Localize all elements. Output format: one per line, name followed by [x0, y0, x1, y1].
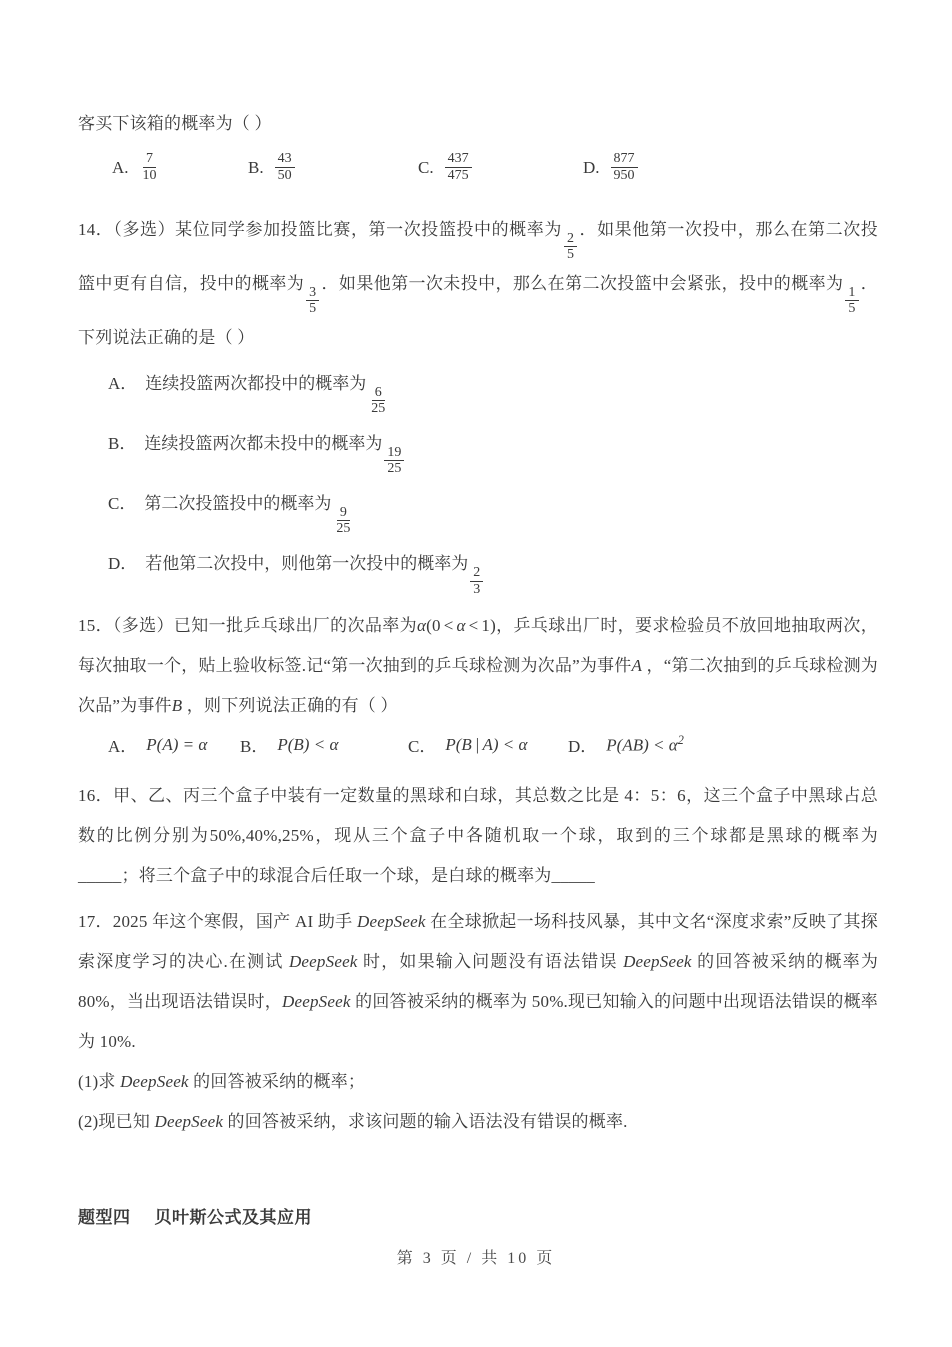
fraction-43-50: $\frac{43}{50}$: [275, 151, 295, 183]
option-label-d: D．: [568, 737, 598, 757]
option-text-c: 第二次投篮投中的概率为: [144, 494, 332, 514]
option-label-c: C．: [108, 494, 137, 514]
question-17-sub2: (2)现已知 DeepSeek 的回答被采纳，求该问题的输入语法没有错误的概率.: [78, 1112, 628, 1132]
question-15-stem: 15．（多选）已知一批乒乓球出厂的次品率为α(0 < α < 1)，乒乓球出厂时，要求检验员不放回地抽取两次，每次抽取一个，贴上验收标签.记“第一次抽到的乒乓球检测为次品”为事件A ，“第二次抽到的乒乓球检测为次品”为事件B ，则下列说法正确的有（ ）: [78, 616, 879, 716]
option-label-d: D.: [583, 158, 600, 178]
q14-stem-part4: ．下列说法正确的是（ ）: [78, 274, 879, 348]
q15-options-row: [78, 726, 878, 770]
carryover-option-a[interactable]: [112, 152, 162, 184]
q15-option-d[interactable]: [568, 732, 684, 757]
q15-option-b[interactable]: [240, 732, 338, 757]
q14-option-c[interactable]: [78, 478, 878, 538]
option-label-b: B.: [248, 158, 264, 178]
q14-fraction-1-5: $\frac{1}{5}$: [845, 285, 858, 317]
option-text-a: 连续投篮两次都投中的概率为: [145, 374, 367, 394]
q14-option-b[interactable]: [78, 418, 878, 478]
option-label-b: B．: [240, 737, 269, 757]
option-text-b: 连续投篮两次都未投中的概率为: [144, 434, 383, 454]
option-label-c: C．: [408, 737, 437, 757]
fraction-7-10: $\frac{7}{10}$: [142, 151, 157, 183]
section-label: 题型四: [78, 1208, 131, 1227]
fraction-6-25: $\frac{6}{25}$: [371, 384, 386, 417]
option-label-a: A．: [108, 374, 138, 394]
q14-fraction-2-5: $\frac{2}{5}$: [564, 231, 577, 263]
carryover-question-line: 客买下该箱的概率为（ ）: [78, 114, 272, 133]
option-text-d: 若他第二次投中，则他第一次投中的概率为: [145, 554, 469, 574]
page-number-label: 第 3 页 / 共 10 页: [396, 1250, 556, 1267]
q14-stem-part2: ．如果他第一次投中，那么在第二次投篮中更有自信，投中的概率为: [78, 220, 878, 294]
question-14-stem: [78, 210, 878, 358]
q14-option-a[interactable]: [78, 358, 878, 418]
option-expr-d: $P(AB) < \alpha^2$: [606, 733, 684, 756]
q14-option-d[interactable]: [78, 538, 878, 598]
question-17-stem: 17．2025 年这个寒假，国产 AI 助手 DeepSeek 在全球掀起一场科技风暴，其中文名“深度求索”反映了其探索深度学习的决心.在测试 DeepSeek 时，如果输入问题没有语法错误 DeepSeek 的回答被采纳的概率为 80%，当出现语法错误时，DeepSeek 的回答被采纳的概率为 50%.现已知输入的问题中出现语法错误的概率为 10%.: [78, 912, 879, 1052]
section-heading: [78, 1203, 312, 1228]
option-expr-a: P(A) = α: [146, 734, 208, 754]
page-content: [78, 104, 878, 1142]
fraction-19-25: $\frac{19}{25}$: [384, 445, 404, 477]
fraction-437-475: $\frac{437}{475}$: [445, 151, 472, 183]
section-title: 贝叶斯公式及其应用: [154, 1208, 312, 1227]
question-17-sub1: (1)求 DeepSeek 的回答被采纳的概率；: [78, 1072, 366, 1092]
fraction-2-3: $\frac{2}{3}$: [470, 565, 483, 597]
q14-stem-part1: 14．（多选）某位同学参加投篮比赛，第一次投篮投中的概率为: [78, 220, 562, 239]
carryover-options-row: [78, 144, 878, 196]
q15-option-a[interactable]: [108, 732, 207, 757]
option-expr-c: P(B | A) < α: [445, 734, 528, 754]
q15-option-c[interactable]: [408, 732, 527, 757]
option-label-c: C.: [418, 158, 434, 178]
page-footer: [0, 1245, 952, 1268]
option-label-a: A．: [108, 737, 138, 757]
option-label-b: B．: [108, 434, 137, 454]
carryover-option-d[interactable]: [583, 152, 640, 184]
fraction-877-950: $\frac{877}{950}$: [611, 151, 638, 183]
q14-fraction-3-5: $\frac{3}{5}$: [306, 285, 319, 317]
option-label-d: D．: [108, 554, 138, 574]
option-label-a: A.: [112, 158, 129, 178]
option-expr-b: P(B) < α: [277, 734, 339, 754]
fraction-9-25: $\frac{9}{25}$: [336, 504, 351, 537]
q14-stem-part3: ．如果他第一次未投中，那么在第二次投篮中会紧张，投中的概率为: [321, 274, 844, 294]
question-16: 16．甲、乙、丙三个盒子中装有一定数量的黑球和白球，其总数之比是 4：5：6，这三个盒子中黑球占总数的比例分别为50%,40%,25%，现从三个盒子中各随机取一个球，取到的三个球都是黑球的概率为_____；将三个盒子中的球混合后任取一个球，是白球的概率为_____: [78, 786, 878, 886]
carryover-option-b[interactable]: [248, 152, 297, 184]
carryover-option-c[interactable]: [418, 152, 474, 184]
